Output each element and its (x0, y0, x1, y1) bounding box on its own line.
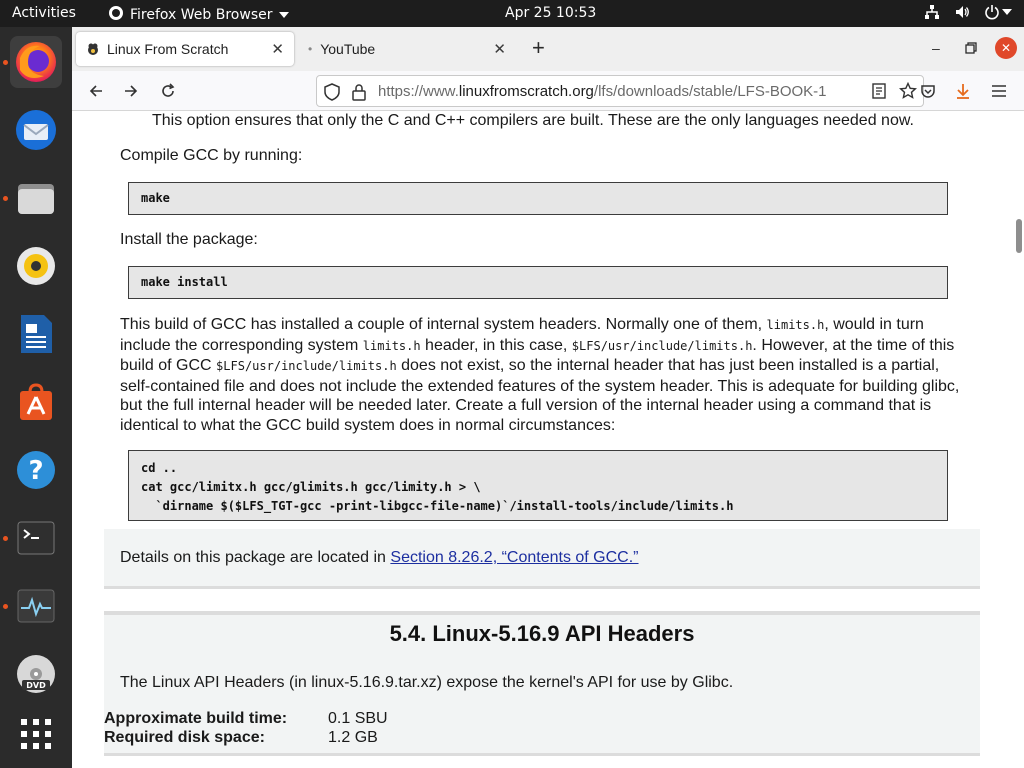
dock-writer-icon[interactable] (10, 308, 62, 360)
section-linux-api-headers (104, 611, 980, 756)
system-tray[interactable] (924, 4, 1012, 20)
dock-files-icon[interactable] (10, 172, 62, 224)
bookmark-star-icon[interactable] (899, 82, 917, 105)
navigation-bar (72, 71, 1024, 111)
power-icon (984, 4, 1000, 20)
inline-code: $LFS/usr/include/limits.h (216, 359, 397, 374)
disk-space-label: Required disk space: (104, 729, 265, 746)
maximize-button[interactable] (965, 41, 977, 59)
show-applications-icon[interactable] (10, 708, 62, 760)
install-command-block[interactable]: make install (128, 266, 948, 299)
running-indicator (3, 604, 8, 609)
details-text: Details on this package are located in (120, 549, 391, 566)
dock-thunderbird-icon[interactable] (10, 104, 62, 156)
activities-button[interactable]: Activities (12, 5, 76, 21)
dock (0, 27, 72, 768)
volume-icon (954, 4, 970, 20)
forward-button[interactable] (119, 79, 143, 103)
svg-text:DVD: DVD (26, 681, 46, 690)
compile-command-block[interactable]: make (128, 182, 948, 215)
vertical-scrollbar[interactable] (1016, 219, 1022, 253)
inline-code: $LFS/usr/include/limits.h (571, 338, 753, 353)
tab-bar (72, 27, 1024, 71)
url-text[interactable]: https://www.linuxfromscratch.org/lfs/downloads/stable/LFS-BOOK-1 (378, 83, 827, 100)
reload-button[interactable] (156, 79, 180, 103)
build-time-label: Approximate build time: (104, 710, 288, 727)
option-note: This option ensures that only the C and C++ compilers are built. These are the only languages needed now. (152, 112, 914, 129)
dock-software-icon[interactable] (10, 376, 62, 428)
tab-label: Linux From Scratch (107, 41, 229, 57)
network-icon (924, 4, 940, 20)
inline-code: limits.h (362, 338, 421, 353)
inline-code: limits.h (766, 318, 825, 332)
headers-explanation: This build of GCC has installed a couple of internal system headers. Normally one of them, limits.h, would in turn include the corresponding system limits.h header, in this case, $LFS/usr/include/limits.h. However, at the time of this build of GCC $LFS/usr/include/limits.h does not exist, so the internal header that has just been installed is a partial, self-contained file and does not include the extended features of the system header. This is adequate for building glibc, but the full internal header will be needed later. Create a full version of the internal header using a command that is identical to what the GCC build system does in normal circumstances: (120, 316, 960, 434)
globe-icon: • (308, 42, 313, 56)
dock-help-icon[interactable] (10, 444, 62, 496)
dropdown-arrow-icon (279, 7, 289, 23)
dock-firefox-icon[interactable] (10, 36, 62, 88)
section-title: 5.4. Linux-5.16.9 API Headers (389, 621, 695, 646)
running-indicator (3, 196, 8, 201)
lfs-favicon-icon (86, 42, 100, 56)
dock-rhythmbox-icon[interactable] (10, 240, 62, 292)
details-note (104, 529, 980, 589)
tab-linux-from-scratch[interactable] (76, 32, 294, 66)
app-name-label: Firefox Web Browser (130, 7, 273, 23)
contents-of-gcc-link[interactable]: Section 8.26.2, “Contents of GCC.” (390, 549, 639, 566)
build-time-value: 0.1 SBU (328, 710, 388, 727)
dock-terminal-icon[interactable] (10, 512, 62, 564)
svg-text:?: ? (28, 456, 44, 486)
disk-space-value: 1.2 GB (328, 729, 378, 746)
chevron-down-icon (1002, 8, 1012, 16)
new-tab-button[interactable]: + (532, 35, 545, 60)
dock-system-monitor-icon[interactable] (10, 580, 62, 632)
tab-label: YouTube (320, 41, 376, 57)
pocket-icon[interactable] (916, 79, 940, 103)
close-tab-icon[interactable]: ✕ (271, 41, 284, 58)
dock-dvd-icon[interactable] (10, 648, 62, 700)
running-indicator (3, 60, 8, 65)
firefox-small-icon (108, 5, 124, 25)
downloads-icon[interactable] (951, 79, 975, 103)
create-limits-command-block[interactable]: cd .. cat gcc/limitx.h gcc/glimits.h gcc/limity.h > \ `dirname $($LFS_TGT-gcc -print-libgcc-file-name)`/install-tools/include/limits.h (128, 450, 948, 521)
tracking-protection-shield-icon[interactable] (324, 83, 340, 106)
close-tab-icon[interactable]: ✕ (493, 41, 506, 58)
app-menu[interactable] (108, 5, 289, 25)
app-menu-hamburger-icon[interactable] (987, 79, 1011, 103)
section-intro: The Linux API Headers (in linux-5.16.9.tar.xz) expose the kernel's API for use by Glibc. (120, 674, 734, 691)
tab-youtube[interactable] (298, 32, 516, 66)
install-label: Install the package: (120, 231, 258, 248)
minimize-button[interactable]: – (932, 40, 940, 56)
page-content (72, 111, 1024, 768)
compile-label: Compile GCC by running: (120, 147, 303, 164)
clock[interactable]: Apr 25 10:53 (505, 5, 597, 21)
reader-view-icon[interactable] (872, 83, 886, 104)
close-window-button[interactable]: ✕ (995, 37, 1017, 59)
back-button[interactable] (84, 79, 108, 103)
lock-icon[interactable] (352, 83, 366, 106)
power-menu (984, 4, 1012, 20)
top-bar (0, 0, 1024, 27)
running-indicator (3, 536, 8, 541)
url-bar[interactable] (316, 75, 924, 107)
